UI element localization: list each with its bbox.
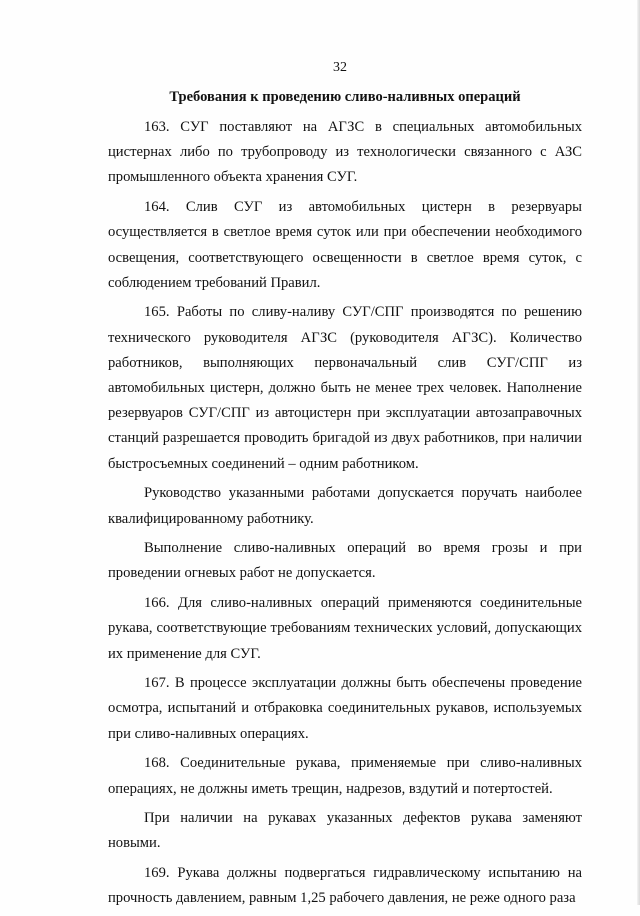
paragraph-168: 168. Соединительные рукава, применяемые при сливо-наливных операциях, не должны иметь трещин, надрезов, вздутий и потертостей. [108, 755, 582, 797]
paragraph-164: 164. Слив СУГ из автомобильных цистерн в резервуары осуществляется в светлое время суток или при обеспечении необходимого освещения, соответствующего освещенности в светлое время суток, с соблюдением требований Правил. [108, 199, 582, 291]
paragraph-165-supervision: Руководство указанными работами допускается поручать наиболее квалифицированному работнику. [108, 485, 582, 527]
section-heading: Требования к проведению сливо-наливных операций [169, 89, 521, 105]
paragraph-163: 163. СУГ поставляют на АГЗС в специальных автомобильных цистернах либо по трубопроводу из технологически связанного с АЗС промышленного объекта хранения СУГ. [108, 119, 582, 186]
paragraph-168-replacement: При наличии на рукавах указанных дефектов рукава заменяют новыми. [108, 810, 582, 852]
paragraph-165: 165. Работы по сливу-наливу СУГ/СПГ производятся по решению технического руководителя АГЗС (руководителя АГЗС). Количество работников, выполняющих первоначальный слив СУГ/СПГ из автомобильных цистерн, должно быть не менее трех человек. Наполнение резервуаров СУГ/СПГ из автоцистерн при эксплуатации автозаправочных станций разрешается проводить бригадой из двух работников, при наличии быстросъемных соединений – одним работником. [108, 304, 582, 472]
paragraph-166: 166. Для сливо-наливных операций применяются соединительные рукава, соответствующие требованиям технических условий, допускающих их применение для СУГ. [108, 595, 582, 662]
page-number: 32 [333, 60, 347, 75]
paragraph-165-thunderstorm: Выполнение сливо-наливных операций во время грозы и при проведении огневых работ не допускается. [108, 540, 582, 582]
paragraph-167: 167. В процессе эксплуатации должны быть обеспечены проведение осмотра, испытаний и отбраковка соединительных рукавов, используемых при сливо-наливных операциях. [108, 675, 582, 742]
body-text [108, 115, 582, 916]
paragraph-169: 169. Рукава должны подвергаться гидравлическому испытанию на прочность давлением, равным 1,25 рабочего давления, не реже одного раза [108, 865, 582, 907]
